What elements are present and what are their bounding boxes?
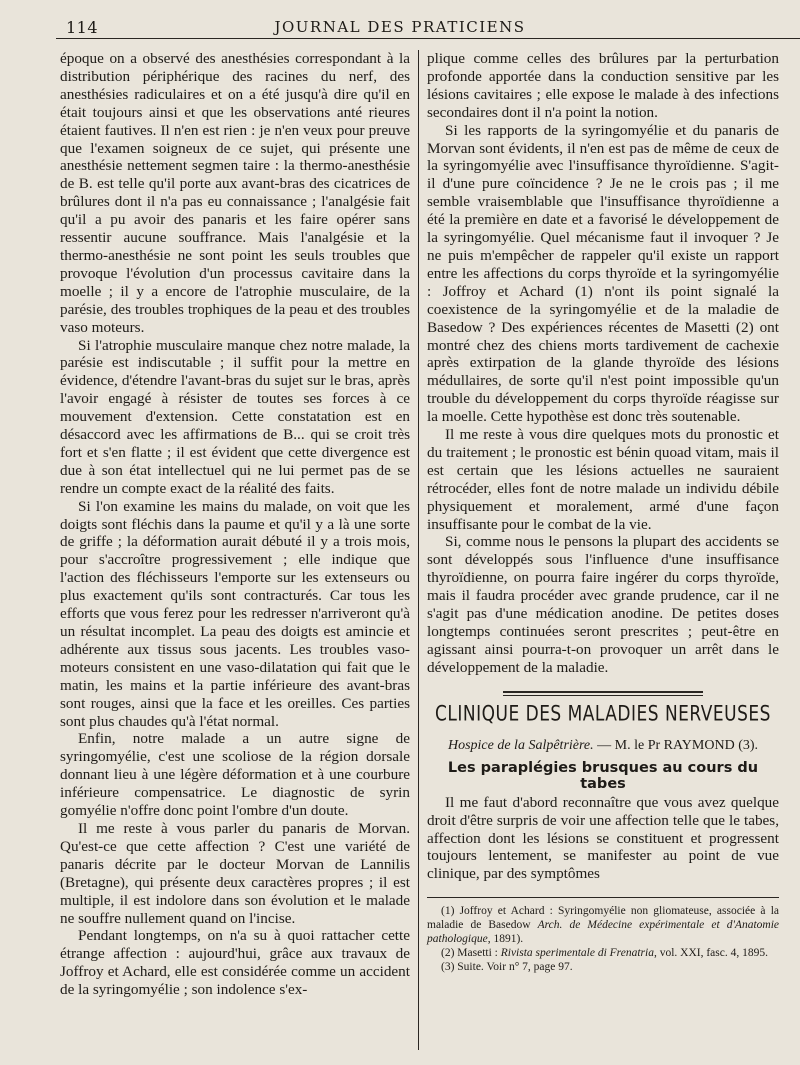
- section-title: CLINIQUE DES MALADIES NERVEUSES: [435, 701, 771, 727]
- left-paragraph-5: Il me reste à vous parler du panaris de Morvan. Qu'est-ce que cette affection ? C'est une variété de panaris décrite par le docteur Morvan de Lannilis (Bretagne), qui présente deux caractères propres ; il est multiple, il est indolore dans son évolution et le malade ne souffre nullement quand on l'incise.: [60, 819, 410, 927]
- footnote-2-text: (2) Masetti :: [441, 947, 501, 960]
- footnote-2-journal: Rivista sperimentale di Frenatria: [500, 947, 654, 960]
- left-column: [60, 50, 410, 999]
- footnote-2: [427, 946, 779, 960]
- section-paragraph: Il me faut d'abord reconnaître que vous avez quelque droit d'être surpris de voir une affection telle que le tabes, affection dont les lésions se constituent et progressent toujours lentement, se manifester au point de vue clinique, par des symptômes: [427, 793, 779, 883]
- footnote-1-text: (1) Joffroy et Achard : Syringomyélie non gliomateuse, associée à la maladie de Basedow: [427, 905, 779, 932]
- footnote-2-end: , vol. XXI, fasc. 4, 1895.: [653, 947, 768, 960]
- byline-author: — M. le Pr RAYMOND (3).: [593, 737, 759, 753]
- footnote-1-journal: Arch. de Médecine expérimentale et d'Anatomie pathologique: [427, 919, 779, 946]
- byline-place: Hospice de la Salpêtrière.: [447, 737, 594, 753]
- left-paragraph-4: Enfin, notre malade a un autre signe de syringomyélie, c'est une scoliose de la région dorsale donnant lieu à une légère déformation et à une courbure inférieure compensatrice. Le diagnostic de syrin gomyélie n'offre donc point l'ombre d'un doute.: [60, 730, 410, 820]
- footnote-3: (3) Suite. Voir n° 7, page 97.: [441, 961, 573, 974]
- left-paragraph-2: Si l'atrophie musculaire manque chez notre malade, la parésie est indiscutable ; il suffit pour la mettre en évidence, d'étendre l'avant-bras du sujet sur le bras, après l'avoir engagé à résister de toutes ses forces à ce mouvement d'extension. Cette constatation est en désaccord avec les affirmations de B... qui se croit très fort et s'en flatte ; il est évident que cette divergence est due à son état intellectuel qui ne lui permet pas de se rendre un compte exact de la réalité des faits.: [60, 336, 410, 497]
- section-separator: [503, 691, 703, 696]
- right-paragraph-3: Il me reste à vous dire quelques mots du pronostic et du traitement ; le pronostic est bénin quoad vitam, mais il est certain que les lésions actuelles ne sauraient rétrocéder, elles font de notre malade un individu débile physiquement et moralement, armé d'une façon insuffisante pour le combat de la vie.: [427, 426, 779, 533]
- left-paragraph-6: Pendant longtemps, on n'a su à quoi rattacher cette étrange affection : aujourd'hui, grâce aux travaux de Joffroy et Achard, elle est considérée comme un accident de la syringomyélie ; son indolence s'ex-: [60, 927, 410, 999]
- right-paragraph-1: plique comme celles des brûlures par la perturbation profonde apportée dans la conduction sensitive par les lésions cavitaires ; elle expose le malade à des infections secondaires dont il n'a point la notion.: [427, 50, 779, 121]
- column-divider: [418, 50, 419, 1050]
- journal-title: JOURNAL DES PRATICIENS: [274, 18, 526, 36]
- page-number: 114: [66, 18, 99, 37]
- footnotes: [427, 897, 779, 974]
- right-paragraph-4: Si, comme nous le pensons la plupart des accidents se sont développés sous l'influence d'une insuffisance thyroïdienne, on pourra faire ingérer du corps thyroïde, mais il faudra procéder avec grande prudence, car il ne s'agit pas d'une médication anodine. De petites doses longtemps continuées seront prescrites ; peut-être en agissant ainsi pourra-t-on provoquer un arrêt dans le développement de la maladie.: [427, 533, 779, 676]
- page-header: [0, 12, 800, 40]
- left-paragraph-3: Si l'on examine les mains du malade, on voit que les doigts sont fléchis dans la paume et qu'il y a là une sorte de griffe ; la déformation aurait débuté il y a trois mois, pour s'accroître progressivement ; elle indique que l'action des fléchisseurs l'emporte sur les extenseurs ou plus exactement qu'ils sont contracturés. Car tous les efforts que vous ferez pour les redresser n'arriveront qu'à un résultat incomplet. La peau des doigts est amincie et adhérente aux tissus sous jacents. Les troubles vaso-moteurs consistent en une vaso-dilatation qui fait que le matin, les mains et la partie inférieure des avant-bras sont rouges, ainsi que la face et les oreilles. Ces parties sont plus chaudes qu'à l'état normal.: [60, 497, 410, 730]
- left-paragraph-1: époque on a observé des anesthésies correspondant à la distribution périphérique des racines du nerf, des anesthésies radiculaires et on a été jusqu'à dire qu'il en était toujours ainsi et que les observations anté rieures étaient fautives. Il n'en est rien : je n'en veux pour preuve que l'examen soigneux de ce sujet, qui présente une anesthésie nettement segmen taire : la thermo-anesthésie de B. est telle qu'il porte aux avant-bras des cicatrices de brûlures dont il n'a pas eu connaissance ; l'analgésie fait qu'il a pu avoir des panaris et les faire opérer sans ressentir aucune souffrance. Mais l'analgésie et la thermo-anesthésie ne sont point les seuls troubles que provoque l'évolution d'un processus cavitaire dans la moelle ; il y a encore de l'atrophie musculaire, de la parésie, des troubles trophiques de la peau et des troubles vaso moteurs.: [60, 50, 410, 336]
- right-column: [427, 50, 779, 974]
- header-rule: [56, 38, 800, 39]
- section-byline: [427, 738, 779, 754]
- right-paragraph-2: Si les rapports de la syringomyélie et du panaris de Morvan sont évidents, il n'en est pas de même de ceux de la syringomyélie avec l'insuffisance thyroïdienne. S'agit-il d'une pure coïncidence ? Je ne le crois pas ; il me semble vraisemblable que l'insuffisance thyroïdienne a été la première en date et a favorisé le développement de la syringomyélie. Quel mécanisme faut il invoquer ? Je ne puis m'empêcher de rappeler qu'il existe un rapport entre les affections du corps thyroïde et la syringomyélie : Joffroy et Achard (1) n'ont ils point signalé la coexistence de la syringomyélie et de la maladie de Basedow ? Des expériences récentes de Masetti (2) ont montré chez des chiens morts tardivement de cachexie après extirpation de la glande thyroïde des lésions médullaires, de sorte qu'il n'est point impossible qu'un trouble du développement du corps thyroïde réagisse sur la moelle. Cette hypothèse est donc très soutenable.: [427, 121, 779, 426]
- footnote-1-end: , 1891).: [487, 933, 524, 946]
- article-subtitle: Les paraplégies brusques au cours du tabes: [447, 759, 759, 792]
- footnote-1: [427, 904, 779, 946]
